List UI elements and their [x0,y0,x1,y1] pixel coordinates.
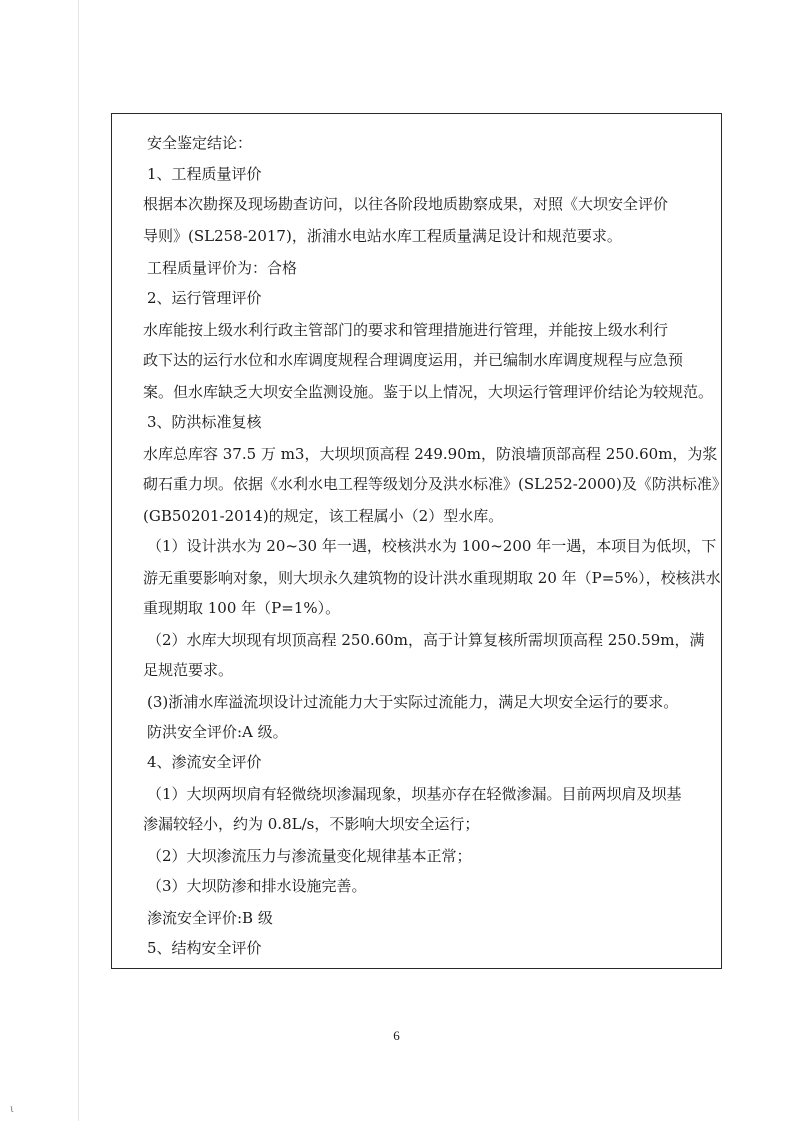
paragraph-line: 渗漏较轻小，约为 0.8L/s，不影响大坝安全运行； [143,815,480,833]
scan-edge-line [78,0,79,1121]
paragraph-line: 砌石重力坝。依据《水利水电工程等级划分及洪水标准》(SL252-2000)及《防洪标准》 [143,475,727,493]
paragraph-line: （3）大坝防渗和排水设施完善。 [147,877,367,895]
subsection-heading: 1、工程质量评价 [147,165,262,183]
paragraph-line: 重现期取 100 年（P=1%）。 [143,599,341,617]
subsection-heading: 2、运行管理评价 [147,289,262,307]
paragraph-line: （2）大坝渗流压力与渗流量变化规律基本正常； [147,847,472,865]
paragraph-line: 足规范要求。 [143,661,234,679]
paragraph-line: 游无重要影响对象，则大坝永久建筑物的设计洪水重现期取 20 年（P=5%），校核洪水 [143,569,721,587]
paragraph-line: （2）水库大坝现有坝顶高程 250.60m，高于计算复核所需坝顶高程 250.59m，满 [147,631,705,649]
paragraph-line: 根据本次勘探及现场勘查访问，以往各阶段地质勘察成果，对照《大坝安全评价 [143,195,669,213]
paragraph-line: 水库能按上级水利行政主管部门的要求和管理措施进行管理，并能按上级水利行 [143,321,669,339]
evaluation-result: 工程质量评价为：合格 [147,259,298,277]
paragraph-line: 政下达的运行水位和水库调度规程合理调度运用，并已编制水库调度规程与应急预 [143,351,684,369]
subsection-heading: 5、结构安全评价 [147,939,262,957]
paragraph-line: 导则》(SL258-2017)，浙浦水电站水库工程质量满足设计和规范要求。 [143,227,622,245]
paragraph-line: 水库总库容 37.5 万 m3，大坝坝顶高程 249.90m，防浪墙顶部高程 250.60m，为浆 [143,445,718,463]
evaluation-result: 渗流安全评价:B 级 [147,909,273,927]
paragraph-line: (GB50201-2014)的规定，该工程属小（2）型水库。 [143,507,504,525]
subsection-heading: 3、防洪标准复核 [147,413,262,431]
subsection-heading: 4、渗流安全评价 [147,753,262,771]
page-number: 6 [393,1028,400,1043]
paragraph-line: 案。但水库缺乏大坝安全监测设施。鉴于以上情况，大坝运行管理评价结论为较规范。 [143,383,714,401]
conclusion-box [111,113,727,969]
paragraph-line: (3)浙浦水库溢流坝设计过流能力大于实际过流能力，满足大坝安全运行的要求。 [147,693,679,711]
section-heading: 安全鉴定结论： [147,134,253,152]
paragraph-line: （1）设计洪水为 20~30 年一遇，校核洪水为 100~200 年一遇，本项目为低坝，下 [147,537,717,555]
scan-edge-mark: ι [10,1104,14,1115]
paragraph-line: （1）大坝两坝肩有轻微绕坝渗漏现象，坝基亦存在轻微渗漏。目前两坝肩及坝基 [147,785,682,803]
evaluation-result: 防洪安全评价:A 级。 [147,723,288,741]
